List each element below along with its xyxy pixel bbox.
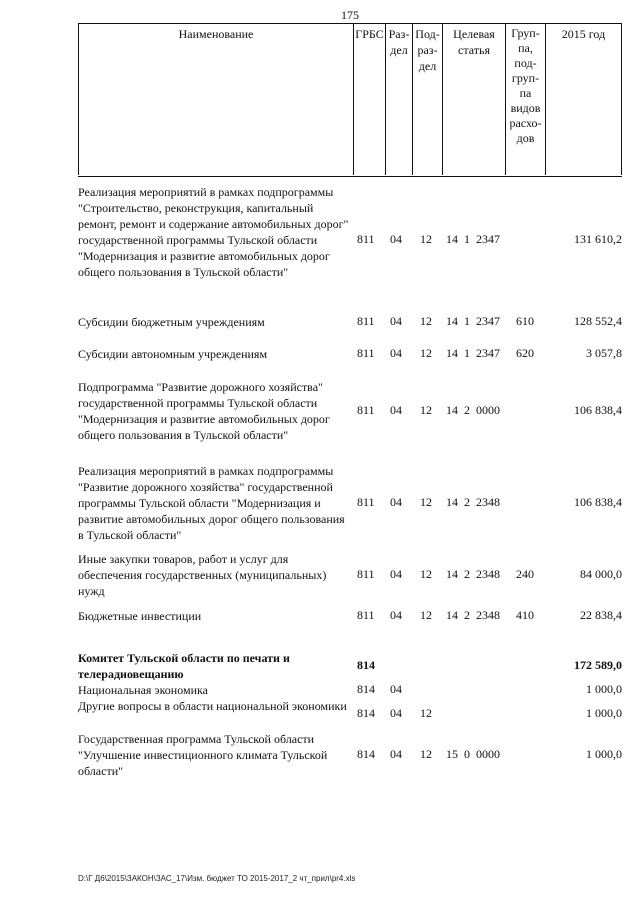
row-grbs: 811	[357, 346, 375, 360]
table-row	[0, 650, 640, 684]
table-row	[0, 379, 640, 445]
row-razdel: 04	[390, 567, 402, 581]
table-row	[0, 698, 640, 732]
table-row	[0, 346, 640, 364]
row-name: Комитет Тульской области по печати и телерадиовещанию	[78, 651, 290, 681]
row-podrazdel: 12	[420, 495, 432, 509]
row-razdel: 04	[390, 682, 402, 696]
row-podrazdel: 12	[420, 403, 432, 417]
page-number: 175	[341, 8, 359, 22]
row-cs: 14 1 2347	[446, 232, 500, 246]
row-cs: 14 2 2348	[446, 495, 500, 509]
row-podrazdel: 12	[420, 346, 432, 360]
row-name: Субсидии бюджетным учреждениям	[78, 315, 265, 329]
row-grbs: 814	[357, 658, 375, 672]
row-razdel: 04	[390, 495, 402, 509]
row-sum: 1 000,0	[586, 682, 622, 696]
row-sum: 131 610,2	[574, 232, 622, 246]
row-sum: 22 838,4	[580, 608, 622, 622]
row-razdel: 04	[390, 706, 402, 720]
row-razdel: 04	[390, 346, 402, 360]
row-razdel: 04	[390, 314, 402, 328]
row-grbs: 811	[357, 567, 375, 581]
header-name: Наименование	[78, 23, 353, 175]
row-name: Бюджетные инвестиции	[78, 609, 202, 623]
header-year: 2015 год	[545, 23, 622, 175]
row-razdel: 04	[390, 403, 402, 417]
row-name: Другие вопросы в области национальной экономики	[78, 699, 347, 713]
row-podrazdel: 12	[420, 747, 432, 761]
row-vid: 620	[516, 346, 534, 360]
row-cs: 14 2 0000	[446, 403, 500, 417]
row-sum: 128 552,4	[574, 314, 622, 328]
row-sum: 1 000,0	[586, 706, 622, 720]
row-sum: 1 000,0	[586, 747, 622, 761]
table-row	[0, 731, 640, 781]
row-name: Реализация мероприятий в рамках подпрограммы "Строительство, реконструкция, капитальный ремонт, ремонт и содержание автомобильных дорог" государственной программы Тульской области "Модернизация и развитие автомобильных дорог общего пользования в Тульской области"	[78, 185, 349, 279]
row-grbs: 811	[357, 608, 375, 622]
row-sum: 106 838,4	[574, 403, 622, 417]
row-grbs: 814	[357, 682, 375, 696]
row-grbs: 814	[357, 706, 375, 720]
table-row	[0, 184, 640, 296]
row-sum: 84 000,0	[580, 567, 622, 581]
header-cs: Целевая статья	[442, 23, 505, 175]
row-cs: 14 1 2347	[446, 314, 500, 328]
row-podrazdel: 12	[420, 608, 432, 622]
table-row	[0, 314, 640, 332]
row-name: Иные закупки товаров, работ и услуг для обеспечения государственных (муниципальных) нужд	[78, 552, 327, 598]
row-vid: 240	[516, 567, 534, 581]
row-razdel: 04	[390, 608, 402, 622]
row-cs: 15 0 0000	[446, 747, 500, 761]
table-row	[0, 608, 640, 626]
header-podrazdel: Под- раз- дел	[412, 23, 442, 175]
row-grbs: 814	[357, 747, 375, 761]
row-grbs: 811	[357, 403, 375, 417]
row-vid: 610	[516, 314, 534, 328]
header-grbs: ГРБС	[353, 23, 385, 175]
table-row	[0, 551, 640, 601]
file-path-footer: D:\Г Д6\2015\ЗАКОН\ЗАС_17\Изм. бюджет ТО 2015-2017_2 чт_прил\pr4.xls	[78, 874, 356, 883]
row-sum: 106 838,4	[574, 495, 622, 509]
row-name: Национальная экономика	[78, 683, 208, 697]
row-name: Подпрограмма "Развитие дорожного хозяйства" государственной программы Тульской области "Модернизация и развитие автомобильных дорог общего пользования в Тульской области"	[78, 380, 330, 442]
row-podrazdel: 12	[420, 706, 432, 720]
table-row	[0, 463, 640, 543]
row-name: Реализация мероприятий в рамках подпрограммы "Развитие дорожного хозяйства" государственной программы Тульской области "Модернизация и развитие автомобильных дорог общего пользования в Тульской области"	[78, 464, 345, 542]
row-podrazdel: 12	[420, 232, 432, 246]
row-grbs: 811	[357, 314, 375, 328]
row-vid: 410	[516, 608, 534, 622]
header-vid: Груп- па, под- груп- па видов расхо- дов	[505, 23, 545, 175]
row-cs: 14 2 2348	[446, 567, 500, 581]
row-grbs: 811	[357, 495, 375, 509]
row-podrazdel: 12	[420, 567, 432, 581]
row-cs: 14 2 2348	[446, 608, 500, 622]
row-name: Субсидии автономным учреждениям	[78, 347, 268, 361]
row-podrazdel: 12	[420, 314, 432, 328]
row-grbs: 811	[357, 232, 375, 246]
row-name: Государственная программа Тульской области "Улучшение инвестиционного климата Тульской области"	[78, 732, 328, 778]
header-razdel: Раз- дел	[385, 23, 412, 175]
row-sum: 172 589,0	[574, 658, 622, 672]
row-sum: 3 057,8	[586, 346, 622, 360]
row-cs: 14 1 2347	[446, 346, 500, 360]
row-razdel: 04	[390, 747, 402, 761]
row-razdel: 04	[390, 232, 402, 246]
